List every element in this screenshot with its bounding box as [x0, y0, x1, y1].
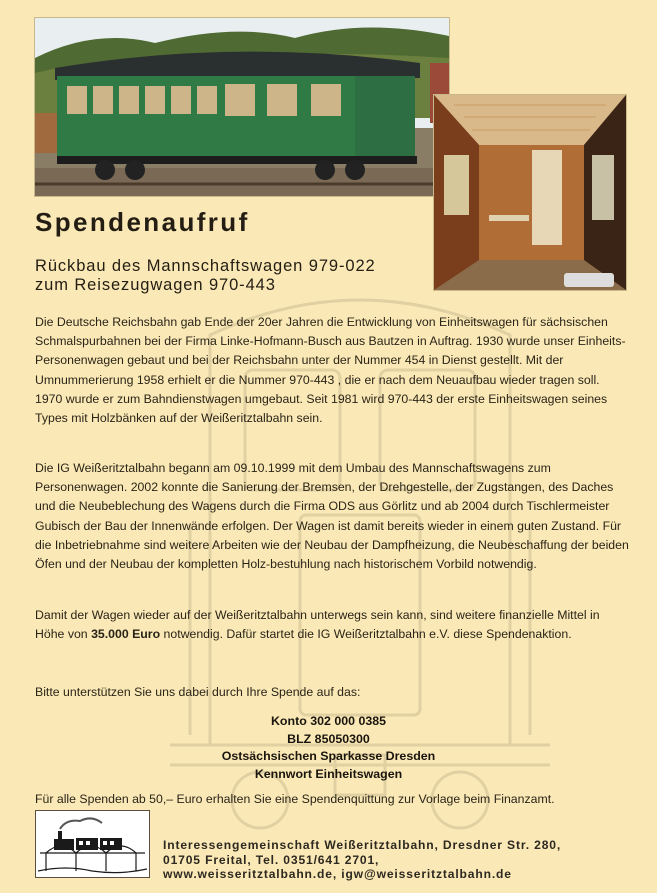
bank-details [0, 713, 657, 783]
footer-association-address: Interessengemeinschaft Weißeritztalbahn, Dresdner Str. 280, [163, 838, 562, 852]
footer-city-phone: 01705 Freital, Tel. 0351/641 2701, [163, 852, 380, 867]
contact-footer [163, 838, 561, 882]
donation-keyword: Kennwort Einheitswagen [254, 766, 403, 781]
funding-text-before: Damit der Wagen wieder auf der Weißeritztalbahn unterwegs sein kann, sind weitere finanzielle Mittel in Höhe von [35, 608, 600, 642]
bank-code: BLZ 85050300 [287, 731, 370, 746]
wagon-exterior-photo [34, 17, 450, 197]
bank-name: Ostsächsischen Sparkasse Dresden [221, 749, 436, 764]
restoration-paragraph: Die IG Weißeritztalbahn begann am 09.10.1999 mit dem Umbau des Mannschaftswagens zum Personenwagen. 2002 konnte die Sanierung der Bremsen, der Drehgestelle, der Zugstangen, des Daches und die Neubeblechung des Wagens durch die Firma ODS aus Görlitz und ab 2004 durch Tischlermeister Gubisch der Bau der Innenwände erfolgen. Der Wagen ist damit bereits wieder in einem guten Zustand. Für die Inbetriebnahme sind weitere Arbeiten wie der Neubau der Dampfheizung, die Neubeschaffung der beiden Öfen und der Neubau der kompletten Holz-bestuhlung nach historischem Vorbild notwendig. [35, 461, 629, 572]
train-bridge-icon [36, 811, 149, 877]
subtitle-line-2: zum Reisezugwagen 970-443 [35, 276, 276, 294]
funding-amount: 35.000 Euro [91, 627, 161, 642]
subtitle-line-1: Rückbau des Mannschaftswagen 979-022 [35, 257, 376, 275]
donation-request: Bitte unterstützen Sie uns dabei durch Ihre Spende auf das: [35, 685, 361, 699]
account-number: Konto 302 000 0385 [270, 714, 387, 728]
association-logo [35, 810, 150, 878]
footer-web-email: www.weisseritztalbahn.de, igw@weisseritztalbahn.de [163, 867, 512, 882]
funding-text-after: notwendig. Dafür startet die IG Weißeritztalbahn e.V. diese Spendenaktion. [160, 627, 572, 642]
wagon-interior-photo [433, 94, 627, 291]
receipt-note: Für alle Spenden ab 50,– Euro erhalten Sie eine Spendenquittung zur Vorlage beim Finanzamt. [35, 792, 555, 806]
funding-paragraph [35, 606, 630, 644]
history-paragraph: Die Deutsche Reichsbahn gab Ende der 20er Jahren die Entwicklung von Einheitswagen für sächsischen Schmalspurbahnen bei der Firma Linke-Hofmann-Busch aus Bautzen in Auftrag. 1930 wurde unser Einheits-Personenwagen gebaut und bei der Reichsbahn unter der Nummer 454 in Dienst gestellt. Mit der Umnummerierung 1958 erhielt er die Nummer 970-443 , die er nach dem Neuaufbau wieder tragen soll. 1970 wurde er zum Bahndienstwagen umgebaut. Seit 1981 wird 970-443 der erste Einheitswagen seines Types mit Holzbänken auf der Weißeritztalbahn sein. [35, 315, 626, 426]
page-title: Spendenaufruf [35, 207, 250, 237]
subtitle [35, 257, 376, 295]
